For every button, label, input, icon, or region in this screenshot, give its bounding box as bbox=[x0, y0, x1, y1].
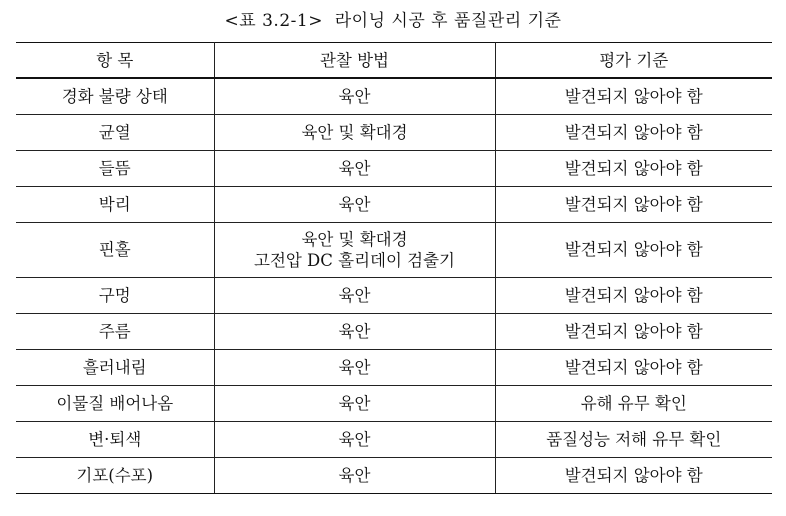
table-row bbox=[16, 114, 772, 150]
cell-criteria: 발견되지 않아야 함 bbox=[495, 457, 772, 493]
table-row bbox=[16, 349, 772, 385]
cell-method: 육안 bbox=[214, 421, 495, 457]
cell-criteria: 유해 유무 확인 bbox=[495, 385, 772, 421]
header-method: 관찰 방법 bbox=[214, 43, 495, 79]
table-row bbox=[16, 457, 772, 493]
cell-item: 변·퇴색 bbox=[16, 421, 214, 457]
cell-item: 균열 bbox=[16, 114, 214, 150]
cell-method: 육안 및 확대경 bbox=[214, 114, 495, 150]
cell-method: 육안 bbox=[214, 277, 495, 313]
table-row bbox=[16, 222, 772, 277]
cell-criteria: 발견되지 않아야 함 bbox=[495, 222, 772, 277]
cell-method: 육안 bbox=[214, 385, 495, 421]
cell-method: 육안 bbox=[214, 78, 495, 114]
cell-item: 박리 bbox=[16, 186, 214, 222]
cell-criteria: 발견되지 않아야 함 bbox=[495, 277, 772, 313]
cell-item: 들뜸 bbox=[16, 150, 214, 186]
cell-criteria: 발견되지 않아야 함 bbox=[495, 349, 772, 385]
cell-item: 기포(수포) bbox=[16, 457, 214, 493]
cell-criteria: 발견되지 않아야 함 bbox=[495, 78, 772, 114]
cell-method bbox=[214, 222, 495, 277]
header-item: 항 목 bbox=[16, 43, 214, 79]
table-row bbox=[16, 277, 772, 313]
cell-method-line: 육안 및 확대경 bbox=[301, 229, 408, 249]
cell-method: 육안 bbox=[214, 349, 495, 385]
cell-item: 이물질 배어나옴 bbox=[16, 385, 214, 421]
cell-criteria: 발견되지 않아야 함 bbox=[495, 186, 772, 222]
quality-criteria-table bbox=[16, 42, 772, 494]
cell-item: 주름 bbox=[16, 313, 214, 349]
table-row bbox=[16, 186, 772, 222]
cell-method: 육안 bbox=[214, 186, 495, 222]
table-row bbox=[16, 385, 772, 421]
cell-method: 육안 bbox=[214, 313, 495, 349]
cell-method: 육안 bbox=[214, 150, 495, 186]
cell-item: 경화 불량 상태 bbox=[16, 78, 214, 114]
cell-method: 육안 bbox=[214, 457, 495, 493]
cell-item: 흘러내림 bbox=[16, 349, 214, 385]
table-caption: <표 3.2-1> 라이닝 시공 후 품질관리 기준 bbox=[224, 11, 562, 31]
cell-item: 구멍 bbox=[16, 277, 214, 313]
cell-criteria: 발견되지 않아야 함 bbox=[495, 114, 772, 150]
header-row bbox=[16, 43, 772, 79]
table-row bbox=[16, 150, 772, 186]
table-row bbox=[16, 421, 772, 457]
cell-item: 핀홀 bbox=[16, 222, 214, 277]
header-criteria: 평가 기준 bbox=[495, 43, 772, 79]
cell-method-line: 고전압 DC 홀리데이 검출기 bbox=[254, 250, 455, 270]
table-row bbox=[16, 78, 772, 114]
cell-criteria: 발견되지 않아야 함 bbox=[495, 150, 772, 186]
table-row bbox=[16, 313, 772, 349]
cell-criteria: 품질성능 저해 유무 확인 bbox=[495, 421, 772, 457]
cell-criteria: 발견되지 않아야 함 bbox=[495, 313, 772, 349]
